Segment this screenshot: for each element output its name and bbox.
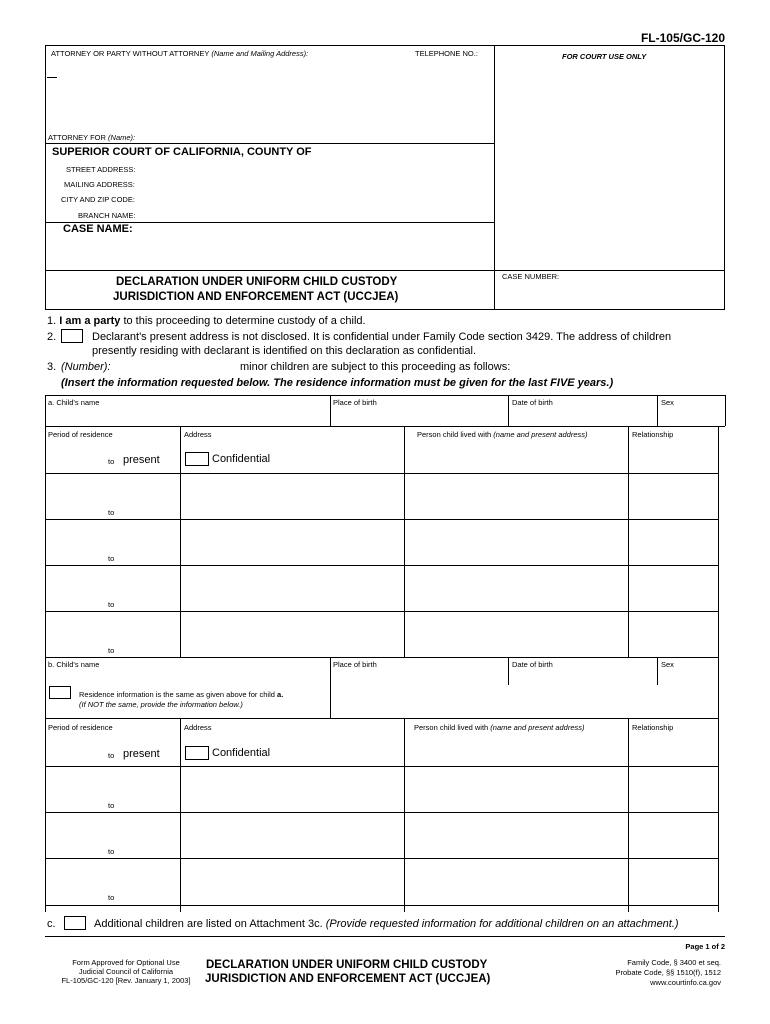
additional-children-checkbox[interactable]	[64, 916, 86, 930]
child-a-relationship-label: Relationship	[632, 430, 674, 439]
child-b-person-label: Person child lived with (name and present address)	[414, 723, 585, 732]
child-a-period-label: Period of residence	[48, 430, 113, 439]
form-approved-2: Judicial Council of California	[78, 967, 174, 976]
mailing-address-label: MAILING ADDRESS:	[64, 180, 135, 189]
child-a-confidential-checkbox[interactable]	[185, 452, 209, 466]
child-b-same-label: Residence information is the same as given above for child a.	[79, 690, 284, 699]
child-a-dob-field[interactable]	[512, 408, 652, 424]
rule	[45, 565, 718, 566]
attorney-name-field[interactable]	[48, 60, 488, 130]
attorney-label: ATTORNEY OR PARTY WITHOUT ATTORNEY (Name and Mailing Address):	[51, 49, 309, 58]
child-a-address-label: Address	[184, 430, 212, 439]
child-a-confidential-label: Confidential	[212, 453, 271, 465]
street-address-label: STREET ADDRESS:	[66, 165, 136, 174]
rule	[508, 395, 509, 426]
nondisclosure-checkbox[interactable]	[61, 329, 83, 343]
child-b-confidential-checkbox[interactable]	[185, 746, 209, 760]
rule	[45, 657, 718, 658]
rule	[628, 426, 629, 657]
rule	[45, 426, 725, 427]
rule	[404, 718, 405, 912]
child-b-confidential-label: Confidential	[212, 747, 271, 759]
child-b-name-field[interactable]	[48, 670, 326, 684]
rule	[45, 611, 718, 612]
rule	[628, 718, 629, 912]
child-a-place-of-birth-field[interactable]	[333, 408, 503, 424]
child-a-to-label: to	[108, 646, 115, 655]
rule	[45, 936, 725, 937]
court-title: SUPERIOR COURT OF CALIFORNIA, COUNTY OF	[52, 146, 312, 158]
child-b-same-checkbox[interactable]	[49, 686, 71, 699]
rule	[657, 395, 658, 426]
footer-title-1: DECLARATION UNDER UNIFORM CHILD CUSTODY	[206, 959, 488, 971]
rule	[45, 858, 718, 859]
child-a-to-label: to	[108, 457, 115, 466]
telephone-label: TELEPHONE NO.:	[415, 49, 478, 58]
child-a-to-label: to	[108, 554, 115, 563]
item-2-text-1: Declarant's present address is not disclosed. It is confidential under Family Code section 3429. The address of children	[92, 331, 672, 343]
rule	[45, 905, 718, 906]
rule	[180, 718, 181, 912]
child-a-to-label: to	[108, 600, 115, 609]
child-b-sex-label: Sex	[661, 660, 674, 669]
court-use-label: FOR COURT USE ONLY	[562, 52, 647, 61]
child-b-place-of-birth-label: Place of birth	[333, 660, 377, 669]
rule	[45, 766, 718, 767]
child-b-to-label: to	[108, 751, 115, 760]
rule	[718, 657, 719, 912]
branch-name-label: BRANCH NAME:	[78, 211, 136, 220]
rule	[508, 657, 509, 685]
rule	[45, 718, 718, 719]
divider	[45, 143, 495, 144]
item-3-number: 3.	[47, 361, 57, 373]
child-a-present-label: present	[123, 454, 160, 466]
child-b-not-same-label: (If NOT the same, provide the information below.)	[79, 700, 243, 709]
rule	[45, 395, 46, 657]
child-a-sex-label: Sex	[661, 398, 674, 407]
rule	[404, 426, 405, 657]
child-b-to-label: to	[108, 847, 115, 856]
child-b-address-label: Address	[184, 723, 212, 732]
footer-title-2: JURISDICTION AND ENFORCEMENT ACT (UCCJEA)	[205, 973, 491, 985]
court-use-box	[494, 45, 725, 271]
child-b-place-of-birth-field[interactable]	[333, 670, 503, 684]
item-3-text: minor children are subject to this proceeding as follows:	[240, 361, 511, 373]
rule	[330, 657, 331, 718]
item-c-letter: c.	[47, 918, 56, 930]
item-2-text-2: presently residing with declarant is identified on this declaration as confidential.	[92, 345, 476, 357]
case-name-field[interactable]	[140, 224, 480, 266]
child-b-name-label: b. Child's name	[48, 660, 100, 669]
child-b-to-label: to	[108, 801, 115, 810]
child-b-sex-field[interactable]	[661, 670, 713, 684]
child-a-place-of-birth-label: Place of birth	[333, 398, 377, 407]
footer-code-3: www.courtinfo.ca.gov	[650, 978, 721, 987]
child-b-period-label: Period of residence	[48, 723, 113, 732]
child-a-dob-label: Date of birth	[512, 398, 553, 407]
child-b-present-label: present	[123, 748, 160, 760]
rule	[45, 812, 718, 813]
item-1: 1. I am a party to this proceeding to determine custody of a child.	[47, 315, 366, 327]
child-a-name-field[interactable]	[48, 408, 326, 424]
child-b-dob-label: Date of birth	[512, 660, 553, 669]
form-id: FL-105/GC-120	[640, 31, 725, 45]
child-a-to-label: to	[108, 508, 115, 517]
rule	[45, 657, 46, 912]
rule	[45, 395, 725, 396]
item-3-instruction: (Insert the information requested below. The residence information must be given for the last FIVE years.)	[61, 377, 614, 389]
number-of-children-field[interactable]	[115, 359, 235, 373]
child-b-relationship-label: Relationship	[632, 723, 674, 732]
case-name-label: CASE NAME:	[63, 223, 133, 235]
city-zip-label: CITY AND ZIP CODE:	[61, 195, 135, 204]
child-a-person-label: Person child lived with (name and present address)	[417, 430, 588, 439]
rule	[180, 426, 181, 657]
child-a-name-label: a. Child's name	[48, 398, 100, 407]
item-2-number: 2.	[47, 331, 57, 343]
attorney-for-label: ATTORNEY FOR (Name):	[48, 133, 136, 142]
rule	[657, 657, 658, 685]
declaration-title-1: DECLARATION UNDER UNIFORM CHILD CUSTODY	[116, 276, 398, 288]
form-approved-1: Form Approved for Optional Use	[72, 958, 180, 967]
declaration-title-2: JURISDICTION AND ENFORCEMENT ACT (UCCJEA)	[113, 291, 399, 303]
case-number-label: CASE NUMBER:	[502, 272, 560, 281]
rule	[45, 519, 718, 520]
rule	[330, 395, 331, 426]
rule	[725, 395, 726, 426]
rule	[718, 426, 719, 657]
field-marker	[47, 77, 57, 78]
footer-code-1: Family Code, § 3400 et seq.	[627, 958, 721, 967]
case-number-field[interactable]	[500, 282, 720, 306]
page-label: Page 1 of 2	[685, 942, 725, 951]
item-3-number-label: (Number):	[61, 361, 111, 373]
form-approved-3: FL-105/GC-120 [Rev. January 1, 2003]	[61, 976, 191, 985]
item-c-text: Additional children are listed on Attachment 3c. (Provide requested information for additional children on an attachment.)	[94, 918, 679, 930]
child-a-sex-field[interactable]	[661, 408, 721, 424]
footer-code-2: Probate Code, §§ 1510(f), 1512	[615, 968, 721, 977]
child-b-to-label: to	[108, 893, 115, 902]
rule	[45, 473, 718, 474]
child-b-dob-field[interactable]	[512, 670, 652, 684]
